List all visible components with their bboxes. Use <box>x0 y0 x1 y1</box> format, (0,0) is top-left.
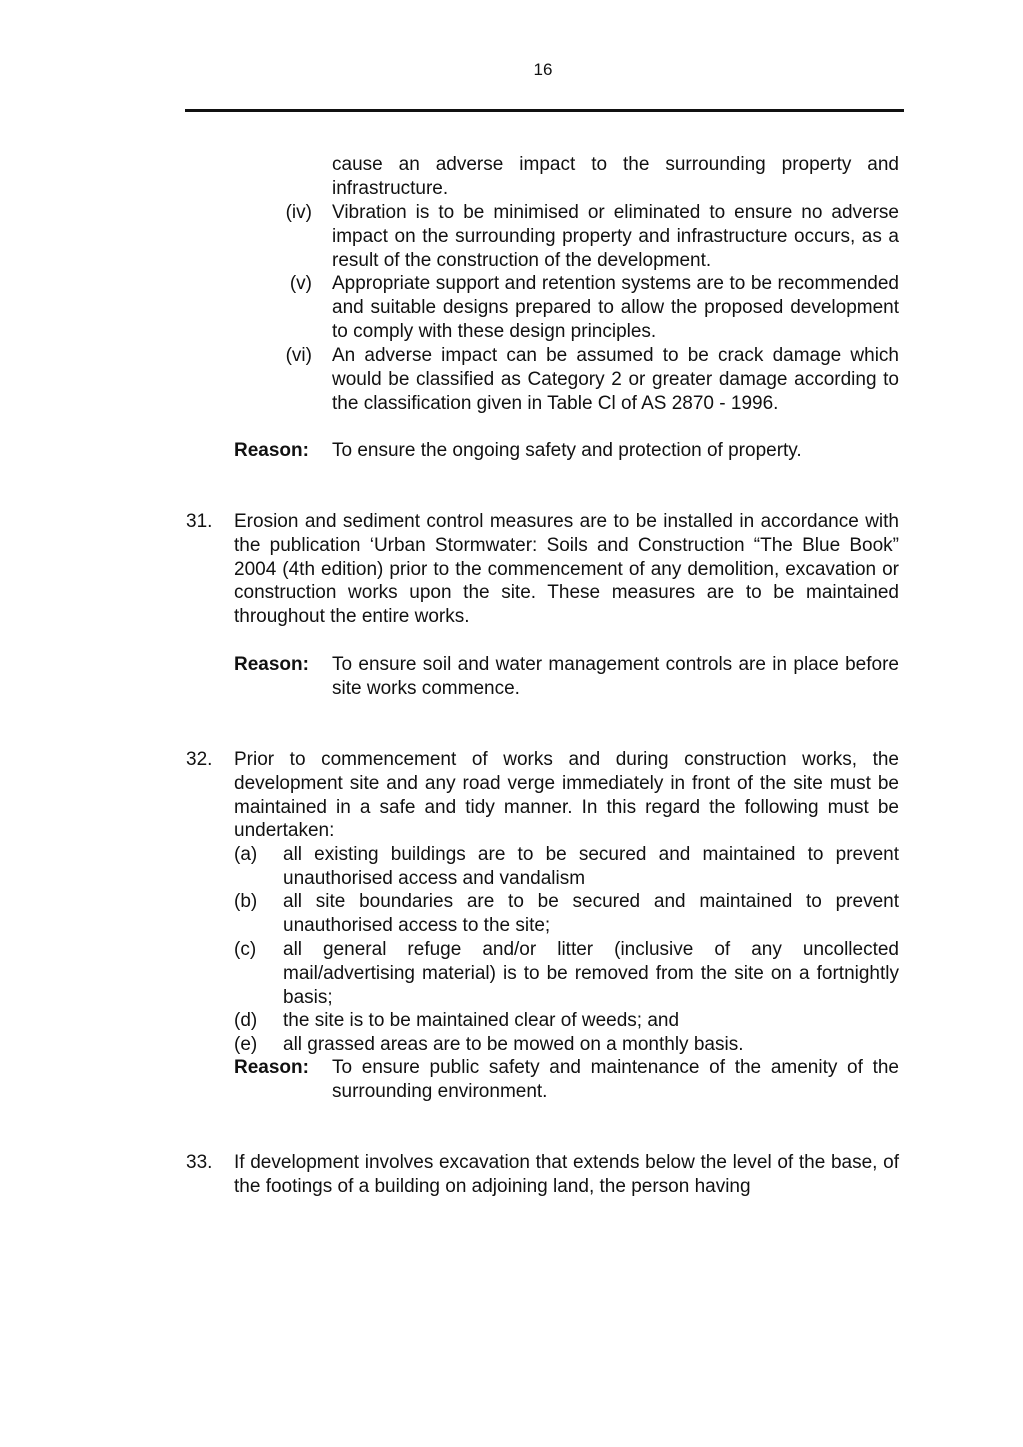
item-label-c: (c) <box>234 939 257 960</box>
item-text-iv: Vibration is to be minimised or eliminated to ensure no adverse impact on the surrounding property and infrastructure occurs, as a result of the construction of the development. <box>332 202 899 271</box>
item-label-vi: (vi) <box>285 345 312 366</box>
item-label-iv: (iv) <box>285 202 312 223</box>
item-text-d: the site is to be maintained clear of weeds; and <box>283 1010 680 1031</box>
item-text-vi: An adverse impact can be assumed to be crack damage which would be classified as Category 2 or greater damage according to the classification given in Table Cl of AS 2870 - 1996. <box>332 345 899 414</box>
reason-label: Reason: <box>234 440 309 461</box>
item-text-v: Appropriate support and retention systems are to be recommended and suitable designs prepared to allow the proposed development to comply with these design principles. <box>332 273 899 342</box>
reason-text: To ensure the ongoing safety and protection of property. <box>332 440 802 461</box>
condition-number-32: 32. <box>186 749 213 770</box>
reason-text: To ensure public safety and maintenance of the amenity of the surrounding environment. <box>332 1057 899 1102</box>
item-label-d: (d) <box>234 1010 258 1031</box>
page-number: 16 <box>533 60 553 79</box>
reason-label: Reason: <box>234 654 309 675</box>
item-text-e: all grassed areas are to be mowed on a monthly basis. <box>283 1034 744 1055</box>
item-text-a: all existing buildings are to be secured and maintained to prevent unauthorised access and vandalism <box>283 844 899 889</box>
condition-text-31: Erosion and sediment control measures are to be installed in accordance with the publication ‘Urban Stormwater: Soils and Construction “The Blue Book” 2004 (4th edition) prior to the commencement of any demolition, excavation or construction works upon the site. These measures are to be maintained throughout the entire works. <box>234 511 899 628</box>
condition-number-31: 31. <box>186 511 213 532</box>
item-text-b: all site boundaries are to be secured and maintained to prevent unauthorised access to the site; <box>283 891 899 936</box>
item-text-c: all general refuge and/or litter (inclusive of any uncollected mail/advertising material) is to be removed from the site on a fortnightly basis; <box>283 939 899 1008</box>
item-label-e: (e) <box>234 1034 258 1055</box>
condition-text-32: Prior to commencement of works and during construction works, the development site and any road verge immediately in front of the site must be maintained in a safe and tidy manner. In this regard the following must be undertaken: <box>234 749 899 842</box>
reason-text: To ensure soil and water management controls are in place before site works commence. <box>332 654 899 699</box>
condition-text-33: If development involves excavation that extends below the level of the base, of the footings of a building on adjoining land, the person having <box>234 1152 899 1197</box>
header-rule <box>185 109 904 112</box>
condition-number-33: 33. <box>186 1152 213 1173</box>
item-label-v: (v) <box>289 273 312 294</box>
item-label-b: (b) <box>234 891 258 912</box>
reason-label: Reason: <box>234 1057 309 1078</box>
continued-lead-text: cause an adverse impact to the surrounding property and infrastructure. <box>332 154 899 199</box>
item-label-a: (a) <box>234 844 258 865</box>
